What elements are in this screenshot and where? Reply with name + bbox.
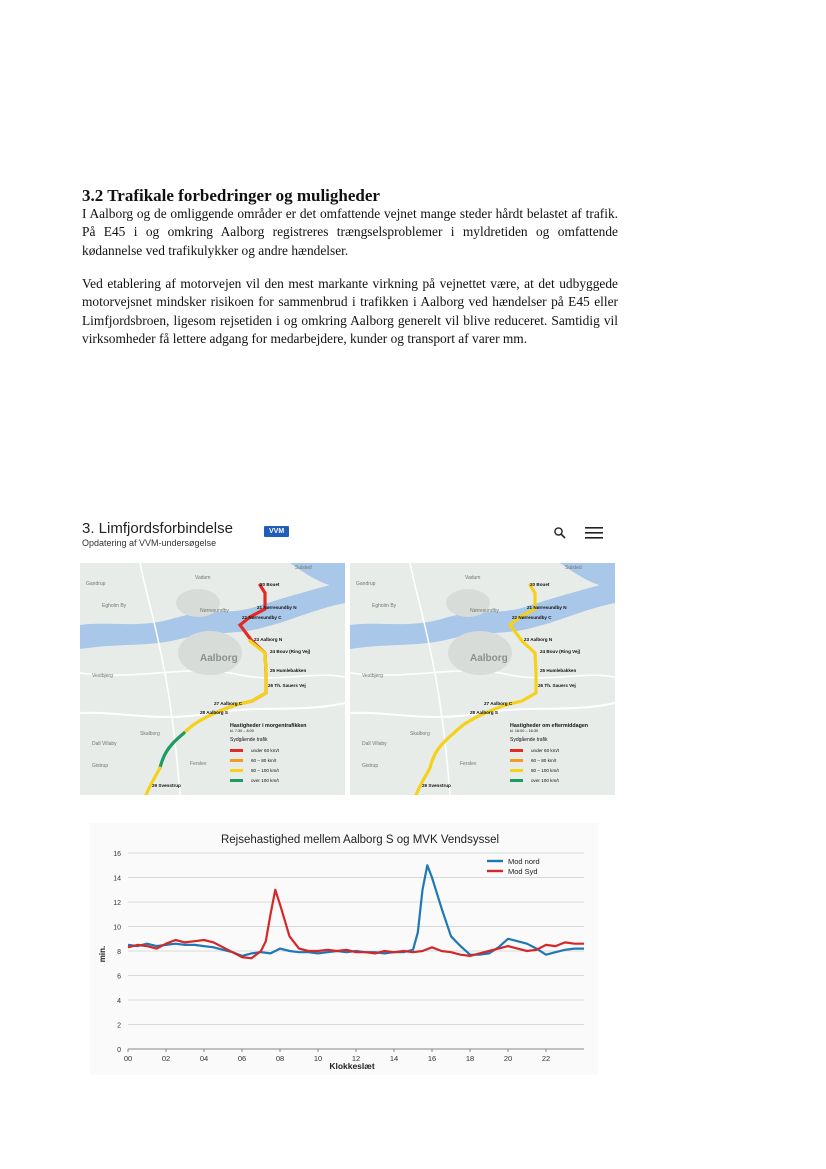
legend-title: Hastigheder i morgentrafikken [230,723,307,729]
x-tick-label: 02 [161,1054,171,1063]
legend-morning [230,723,307,783]
menu-icon[interactable] [584,526,604,545]
stop-26: 26 Th. Sauers Vej [268,683,306,688]
place-skalborg: Skalborg [410,731,430,737]
legend-item: 80 – 100 km/t [510,768,588,773]
legend-item: 60 – 80 km/t [230,758,307,763]
x-tick-label: 16 [427,1054,437,1063]
stop-25: 25 Humlebakken [270,668,307,673]
y-tick-label: 10 [113,924,121,932]
legend-time: kl. 7:30 – 8:00 [230,729,254,733]
place-sulsted: Sulsted [295,565,312,571]
stop-21: 21 Nørresundby N [527,605,567,610]
legend-item: over 100 km/t [230,778,307,783]
paragraph-1: I Aalborg og de omliggende områder er det omfattende vejnet mange steder hårdt belastet af trafik. På E45 i og omkring Aalborg registreres trængselsproblemer i myldretiden og omfattende kødannelse ved trafikulykker og andre hændelser. [82,206,618,258]
stop-29: 29 Svenstrup [422,783,451,788]
stop-21: 21 Nørresundby N [257,605,297,610]
y-tick-label: 14 [113,875,121,883]
legend-label: Mod Syd [508,867,538,876]
stop-28: 28 Aalborg S [470,710,498,715]
stop-28: 28 Aalborg S [200,710,228,715]
stop-29: 29 Svenstrup [152,783,181,788]
stop-25: 25 Humlebakken [540,668,577,673]
stop-27: 27 Aalborg C [214,701,243,706]
app-subtitle: Opdatering af VVM-undersøgelse [82,538,217,548]
x-tick-label: 22 [541,1054,551,1063]
place-vadum: Vadum [195,575,211,581]
stop-24: 24 Bouv (Ring Vej) [270,649,311,654]
y-tick-label: 16 [113,851,121,858]
place-vadum: Vadum [465,575,481,581]
legend-afternoon [510,723,588,783]
place-gistrup: Gistrup [92,763,109,769]
y-tick-label: 4 [117,998,121,1005]
legend-item: 60 – 80 km/t [510,758,588,763]
place-norresundby: Nørresundby [200,608,229,614]
place-ferslev: Ferslev [190,761,207,767]
stop-23: 23 Aalborg N [524,637,553,642]
x-tick-label: 20 [503,1054,513,1063]
place-aalborg: Aalborg [200,653,238,664]
stop-20: 20 Bouet [260,582,280,587]
app-title: 3. Limfjordsforbindelse [82,520,233,537]
place-vestbjerg: Vestbjerg [92,673,113,679]
legend-direction: Sydgående trafik [510,737,548,743]
legend-direction: Sydgående trafik [230,737,268,743]
stop-23: 23 Aalborg N [254,637,283,642]
legend-item: 80 – 100 km/t [230,768,307,773]
paragraph-2: Ved etablering af motorvejen vil den mest markante virkning på vejnettet være, at det udbyggede motorvejsnet mindsker risikoen for sammenbrud i trafikken i Aalborg ved hændelser på E45 eller Limfjordsbroen, ligesom rejsetiden i og omkring Aalborg generelt vil blive reduceret. Samtidig vil virksomheder få lettere adgang for medarbejdere, kunder og transport af varer mm. [82,276,618,347]
x-tick-label: 12 [351,1054,361,1063]
speed-maps [80,556,622,796]
series-line-mod-syd [128,890,584,959]
place-gistrup: Gistrup [362,763,379,769]
y-tick-label: 8 [117,949,121,956]
place-vestbjerg: Vestbjerg [362,673,383,679]
place-dall: Dall Villaby [362,741,387,747]
place-dall: Dall Villaby [92,741,117,747]
y-axis-label: min. [98,945,107,963]
x-tick-label: 18 [465,1054,475,1063]
stop-20: 20 Bouet [530,582,550,587]
x-tick-label: 10 [313,1054,323,1063]
stop-26: 26 Th. Sauers Vej [538,683,576,688]
place-gandrup: Gandrup [356,581,376,587]
stop-22: 22 Nørresundby C [512,615,552,620]
y-tick-label: 0 [117,1047,121,1054]
travel-time-chart [90,823,598,1075]
map-afternoon [350,563,615,795]
y-tick-label: 6 [117,973,121,981]
chart-title: Rejsehastighed mellem Aalborg S og MVK Vendsyssel [220,834,500,846]
place-sulsted: Sulsted [565,565,582,571]
legend-item: under 60 km/t [510,748,588,753]
series-line-mod-nord [128,865,584,956]
vvm-badge: VVM [264,526,289,537]
place-egholm: Egholm By [102,603,127,609]
chart-svg [90,823,598,1075]
stop-24: 24 Bouv (Ring Vej) [540,649,581,654]
place-gandrup: Gandrup [86,581,106,587]
x-tick-label: 00 [123,1054,133,1063]
legend-time: kl. 16:00 – 16:30 [510,729,539,733]
y-tick-label: 12 [113,900,121,907]
place-egholm: Egholm By [372,603,397,609]
x-tick-label: 06 [237,1054,247,1063]
section-heading: 3.2 Trafikale forbedringer og muligheder [82,186,380,205]
map-morning [80,563,345,795]
legend-title: Hastigheder om eftermiddagen [510,723,588,729]
place-skalborg: Skalborg [140,731,160,737]
x-tick-label: 04 [199,1054,209,1063]
stop-22: 22 Nørresundby C [242,615,282,620]
stop-27: 27 Aalborg C [484,701,513,706]
x-axis-label: Klokkeslæt [329,1061,375,1071]
legend-item: under 60 km/t [230,748,307,753]
place-ferslev: Ferslev [460,761,477,767]
search-icon[interactable] [553,526,567,545]
legend-label: Mod nord [508,857,540,866]
x-tick-label: 14 [389,1054,399,1063]
place-aalborg: Aalborg [470,653,508,664]
legend-item: over 100 km/t [510,778,588,783]
x-tick-label: 08 [275,1054,285,1063]
y-tick-label: 2 [117,1022,121,1030]
place-norresundby: Nørresundby [470,608,499,614]
